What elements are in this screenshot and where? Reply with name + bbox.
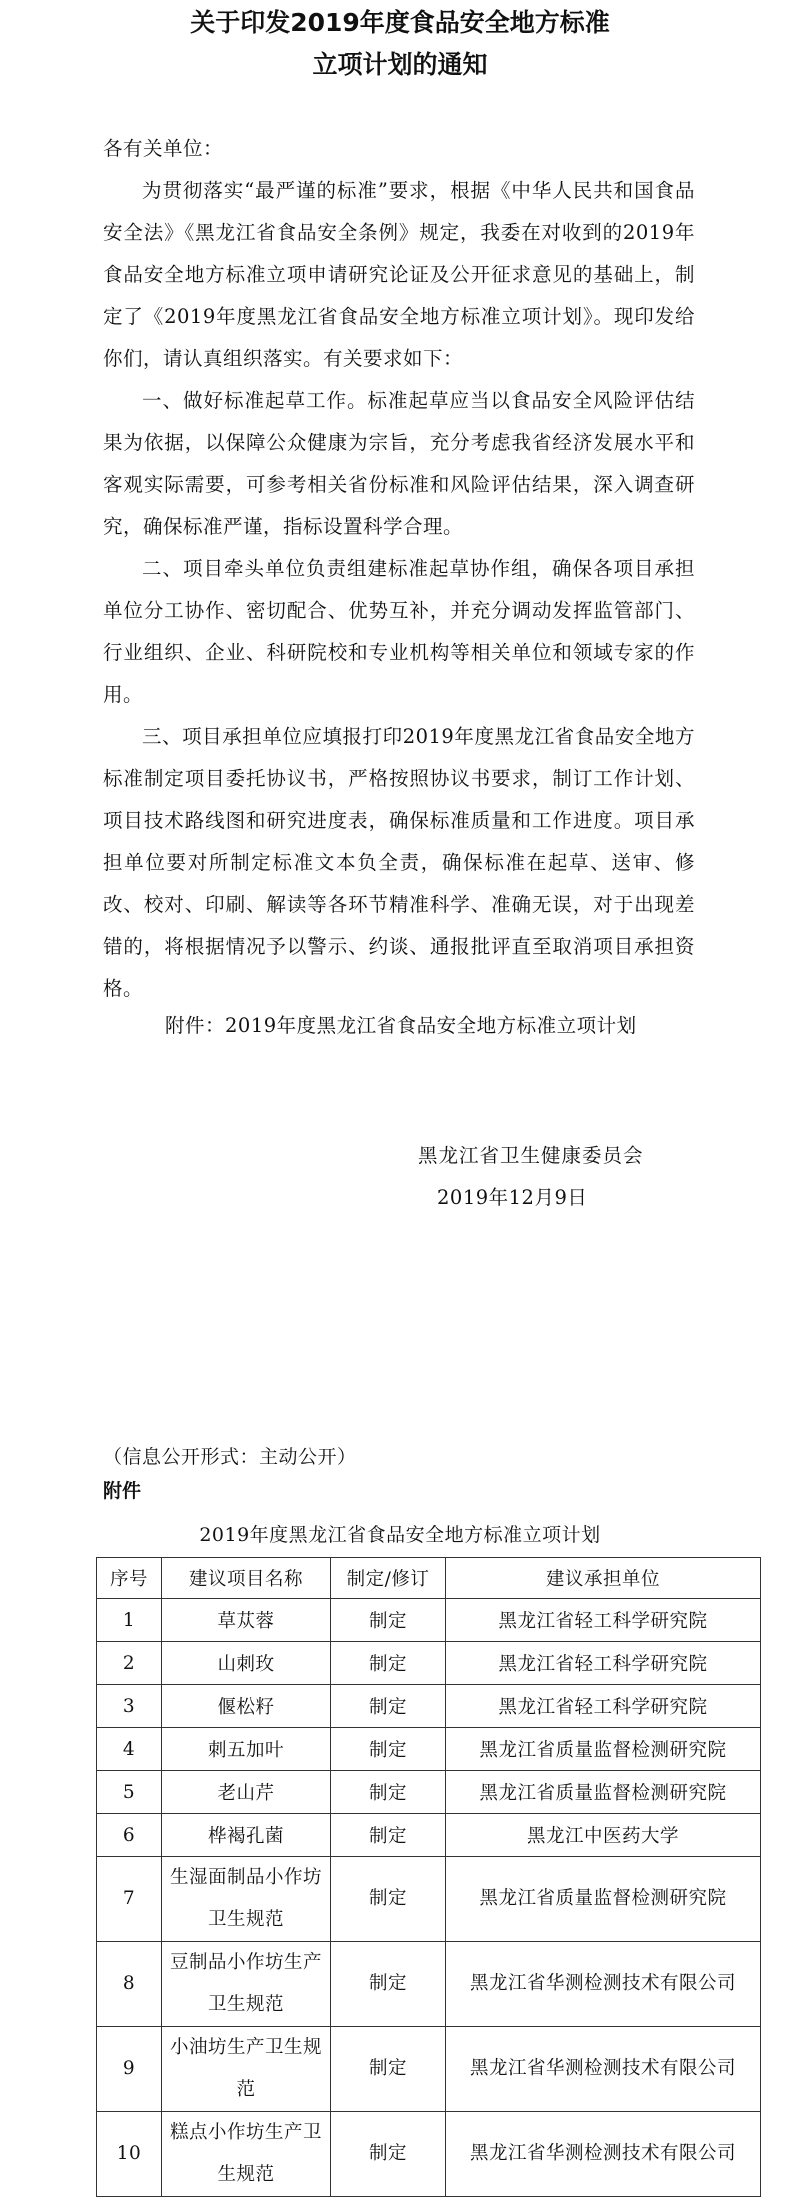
cell-unit: 黑龙江中医药大学	[446, 1814, 761, 1857]
cell-project-name: 生湿面制品小作坊卫生规范	[162, 1857, 331, 1942]
header-type: 制定/修订	[331, 1558, 446, 1599]
cell-index: 5	[97, 1771, 162, 1814]
table-row	[97, 1728, 761, 1771]
cell-index: 7	[97, 1857, 162, 1942]
table-row	[97, 1857, 761, 1942]
table-row	[97, 1814, 761, 1857]
cell-index: 8	[97, 1942, 162, 2027]
cell-project-name: 小油坊生产卫生规范	[162, 2027, 331, 2112]
cell-type: 制定	[331, 1599, 446, 1642]
cell-type: 制定	[331, 1728, 446, 1771]
cell-project-name: 山刺玫	[162, 1642, 331, 1685]
cell-unit: 黑龙江省质量监督检测研究院	[446, 1857, 761, 1942]
table-row	[97, 2112, 761, 2197]
header-project-name: 建议项目名称	[162, 1558, 331, 1599]
cell-project-name: 老山芹	[162, 1771, 331, 1814]
cell-index: 10	[97, 2112, 162, 2197]
table-row	[97, 1642, 761, 1685]
document-title-line-2: 立项计划的通知	[312, 50, 488, 79]
table-row	[97, 2027, 761, 2112]
cell-index: 3	[97, 1685, 162, 1728]
paragraph-requirement-2: 二、项目牵头单位负责组建标准起草协作组，确保各项目承担单位分工协作、密切配合、优势互补，并充分调动发挥监管部门、行业组织、企业、科研院校和专业机构等相关单位和领域专家的作用。	[103, 557, 695, 706]
cell-project-name: 刺五加叶	[162, 1728, 331, 1771]
table-title: 2019年度黑龙江省食品安全地方标准立项计划	[199, 1524, 601, 1546]
signature-date: 2019年12月9日	[437, 1186, 588, 1209]
cell-unit: 黑龙江省轻工科学研究院	[446, 1685, 761, 1728]
table-row	[97, 1942, 761, 2027]
header-unit: 建议承担单位	[446, 1558, 761, 1599]
annex-label: 附件	[103, 1480, 142, 1502]
paragraph-requirement-1: 一、做好标准起草工作。标准起草应当以食品安全风险评估结果为依据，以保障公众健康为宗旨，充分考虑我省经济发展水平和客观实际需要，可参考相关省份标准和风险评估结果，深入调查研究，确保标准严谨，指标设置科学合理。	[103, 389, 695, 538]
cell-project-name: 桦褐孔菌	[162, 1814, 331, 1857]
greeting: 各有关单位：	[103, 137, 224, 160]
table-row	[97, 1771, 761, 1814]
cell-index: 6	[97, 1814, 162, 1857]
cell-type: 制定	[331, 1771, 446, 1814]
cell-unit: 黑龙江省华测检测技术有限公司	[446, 2112, 761, 2197]
cell-type: 制定	[331, 2027, 446, 2112]
plan-table	[96, 1557, 761, 2197]
cell-project-name: 草苁蓉	[162, 1599, 331, 1642]
cell-type: 制定	[331, 1942, 446, 2027]
table-row	[97, 1599, 761, 1642]
cell-type: 制定	[331, 1642, 446, 1685]
document-title-line-1: 关于印发2019年度食品安全地方标准	[190, 8, 610, 37]
cell-project-name: 偃松籽	[162, 1685, 331, 1728]
cell-unit: 黑龙江省质量监督检测研究院	[446, 1771, 761, 1814]
cell-type: 制定	[331, 2112, 446, 2197]
disclosure-note: （信息公开形式：主动公开）	[103, 1446, 357, 1468]
table-header-row	[97, 1558, 761, 1599]
signature-organization: 黑龙江省卫生健康委员会	[418, 1144, 644, 1167]
attachment-note: 附件：2019年度黑龙江省食品安全地方标准立项计划	[165, 1014, 637, 1037]
paragraph-requirement-3: 三、项目承担单位应填报打印2019年度黑龙江省食品安全地方标准制定项目委托协议书，严格按照协议书要求，制订工作计划、项目技术路线图和研究进度表，确保标准质量和工作进度。项目承担单位要对所制定标准文本负全责，确保标准在起草、送审、修改、校对、印刷、解读等各环节精准科学、准确无误，对于出现差错的，将根据情况予以警示、约谈、通报批评直至取消项目承担资格。	[103, 725, 695, 1000]
cell-type: 制定	[331, 1685, 446, 1728]
table-row	[97, 1685, 761, 1728]
cell-project-name: 糕点小作坊生产卫生规范	[162, 2112, 331, 2197]
header-index: 序号	[97, 1558, 162, 1599]
cell-type: 制定	[331, 1814, 446, 1857]
cell-unit: 黑龙江省质量监督检测研究院	[446, 1728, 761, 1771]
cell-unit: 黑龙江省华测检测技术有限公司	[446, 2027, 761, 2112]
cell-index: 9	[97, 2027, 162, 2112]
cell-index: 2	[97, 1642, 162, 1685]
cell-unit: 黑龙江省轻工科学研究院	[446, 1642, 761, 1685]
paragraph-intro: 为贯彻落实“最严谨的标准”要求，根据《中华人民共和国食品安全法》《黑龙江省食品安全条例》规定，我委在对收到的2019年食品安全地方标准立项申请研究论证及公开征求意见的基础上，制定了《2019年度黑龙江省食品安全地方标准立项计划》。现印发给你们，请认真组织落实。有关要求如下：	[103, 179, 695, 370]
cell-index: 1	[97, 1599, 162, 1642]
cell-project-name: 豆制品小作坊生产卫生规范	[162, 1942, 331, 2027]
cell-unit: 黑龙江省轻工科学研究院	[446, 1599, 761, 1642]
cell-unit: 黑龙江省华测检测技术有限公司	[446, 1942, 761, 2027]
cell-index: 4	[97, 1728, 162, 1771]
cell-type: 制定	[331, 1857, 446, 1942]
